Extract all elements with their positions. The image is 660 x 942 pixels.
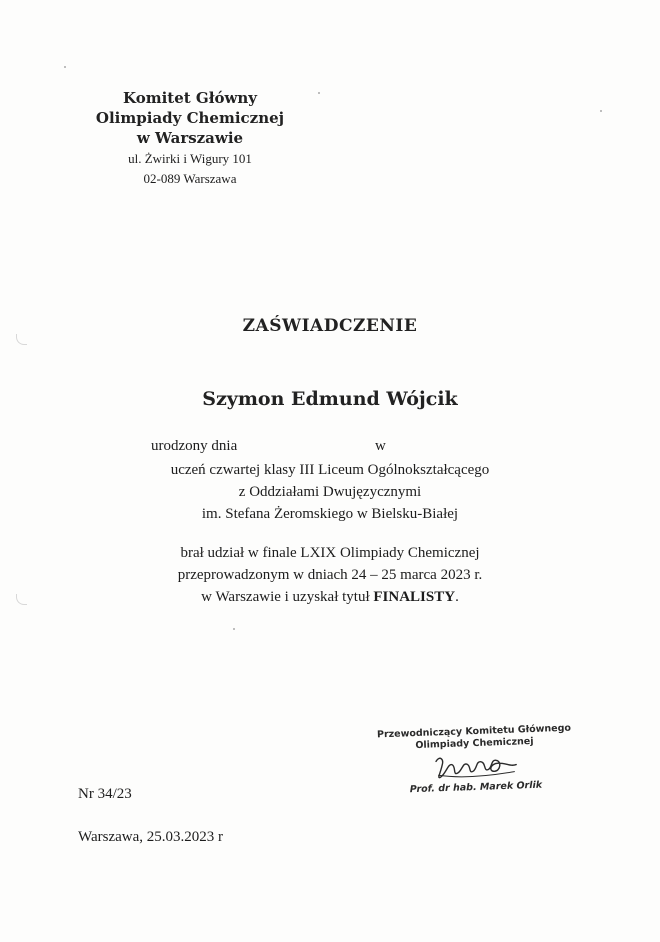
issuer-name-line-1: Komitet Główny (122, 89, 258, 107)
school-line-1: uczeń czwartej klasy III Liceum Ogólnokształcącego (170, 462, 490, 478)
document-title: ZAŚWIADCZENIE (242, 316, 418, 336)
achievement-block (0, 542, 660, 608)
achievement-line-3 (0, 586, 660, 608)
born-place-label: w (375, 438, 386, 454)
born-label: urodzony dnia (151, 438, 238, 454)
achievement-line-2: przeprowadzonym w dniach 24 – 25 marca 2023 r. (177, 567, 483, 583)
achievement-line-3-text: w Warszawie i uzyskał tytuł (201, 589, 374, 605)
paper-speck (318, 92, 320, 94)
place-and-date: Warszawa, 25.03.2023 r (78, 829, 223, 845)
stamp-line-2: Olimpiady Chemicznej (415, 735, 534, 752)
paper-speck (233, 628, 235, 630)
achievement-line-3-end: . (455, 589, 459, 605)
paper-edge-mark (16, 334, 27, 345)
paper-speck (64, 66, 66, 68)
certificate-number: Nr 34/23 (78, 786, 132, 802)
school-line-2: z Oddziałami Dwujęzycznymi (238, 484, 422, 500)
achievement-line-1: brał udział w finale LXIX Olimpiady Chemicznej (180, 545, 480, 561)
issuer-name-line-2: Olimpiady Chemicznej (95, 109, 285, 127)
school-block (0, 459, 660, 525)
issuer-header (80, 88, 300, 188)
finalist-title: FINALISTY (373, 589, 456, 605)
stamp-line-1: Przewodniczący Komitetu Głównego (376, 722, 572, 741)
handwritten-signature (430, 750, 521, 783)
signer-name: Prof. dr hab. Marek Orlik (409, 779, 543, 796)
signature-stamp (374, 723, 576, 798)
issuer-address-city: 02-089 Warszawa (143, 171, 237, 186)
issuer-address-street: ul. Żwirki i Wigury 101 (128, 151, 252, 166)
paper-speck (600, 110, 602, 112)
school-line-3: im. Stefana Żeromskiego w Bielsku-Białej (201, 506, 459, 522)
recipient-name: Szymon Edmund Wójcik (202, 388, 458, 410)
issuer-name-line-3: w Warszawie (136, 129, 244, 147)
